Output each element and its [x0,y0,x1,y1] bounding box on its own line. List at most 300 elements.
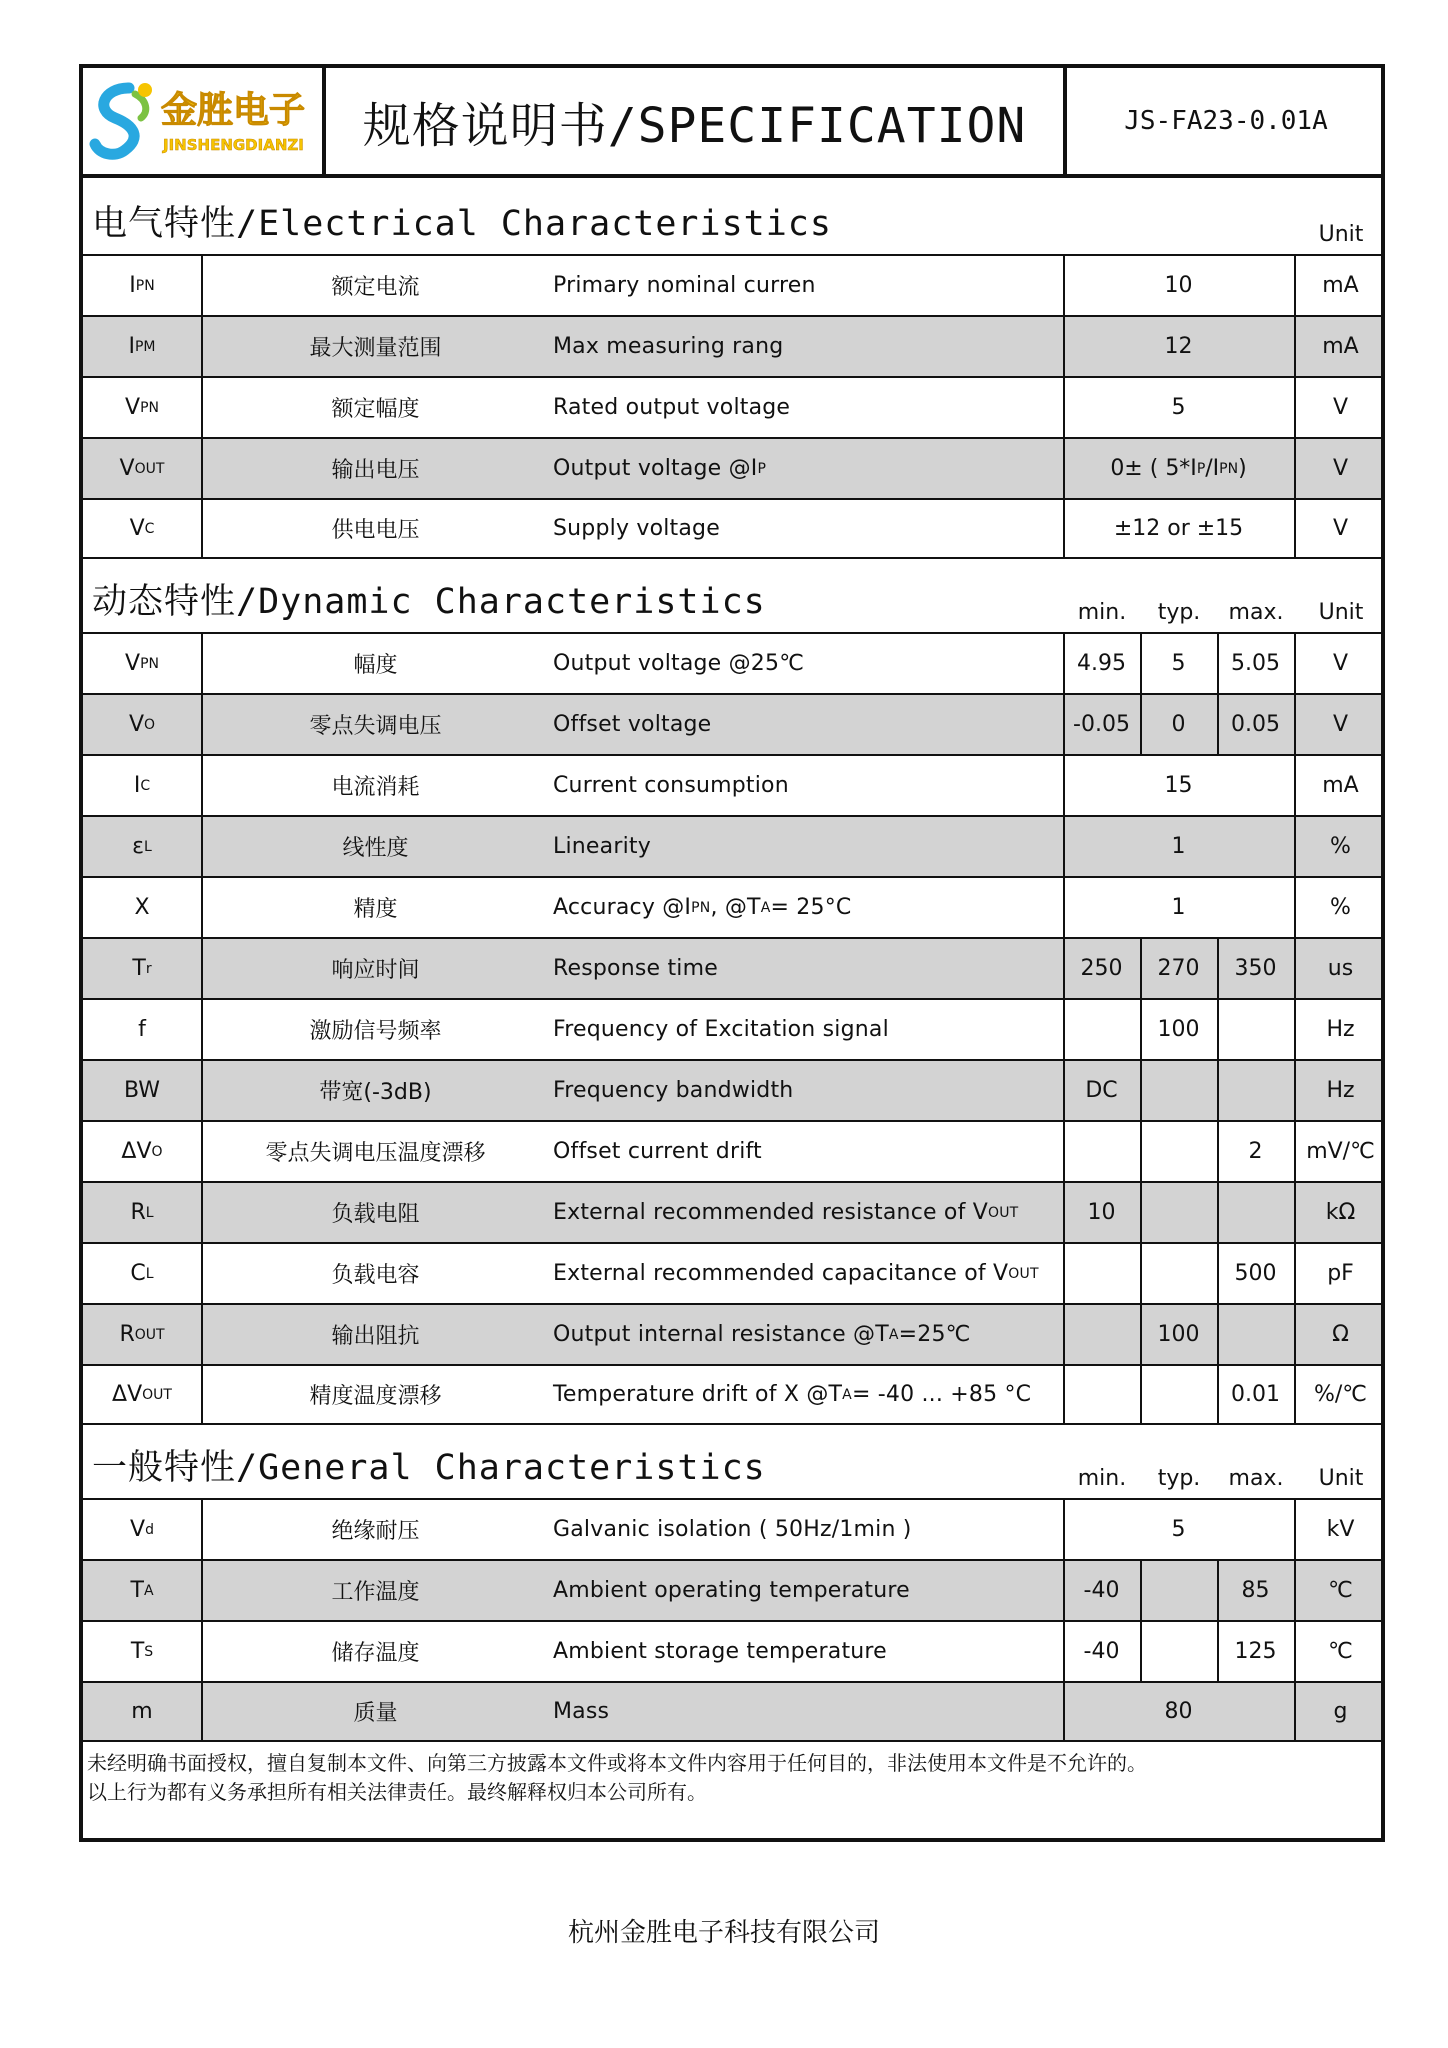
unit-cell [1296,695,1385,754]
parameter-cn [203,939,548,998]
parameter-en-subscript: OUT [1008,1265,1039,1282]
max-value [1217,1000,1294,1059]
symbol: I [128,334,135,359]
parameter-en-subscript: P [757,460,767,477]
min-text: -0.05 [1073,712,1130,737]
unit-text: kV [1326,1517,1355,1542]
parameter-cn-text: 零点失调电压温度漂移 [265,1141,486,1166]
parameter-en-text: = 25°C [770,895,852,920]
symbol-cell [83,1500,201,1559]
parameter-en [553,439,1053,498]
typ-value [1140,1061,1217,1120]
max-text: 85 [1241,1578,1270,1603]
parameter-en-text: Ambient storage temperature [553,1639,887,1664]
symbol: X [134,895,150,920]
parameter-cn [203,1622,548,1681]
parameter-en-text: Frequency of Excitation signal [553,1017,889,1042]
notice-line-1: 未经明确书面授权，擅自复制本文件、向第三方披露本文件或将本文件内容用于任何目的，非法使用本文件是不允许的。 [87,1751,1147,1775]
symbol-cell [83,1122,201,1181]
unit-text: pF [1327,1261,1354,1286]
dynamic-row [83,937,1381,998]
dynamic-row [83,632,1381,693]
symbol-cell [83,378,201,437]
unit-cell [1296,634,1385,693]
dynamic-row [83,1242,1381,1303]
symbol-subscript: OUT [134,460,165,477]
dynamic-row [83,1120,1381,1181]
symbol-cell [83,1000,201,1059]
unit-cell [1296,1683,1385,1740]
dynamic-row [83,754,1381,815]
value-cell [1063,756,1294,815]
symbol: ε [132,834,145,859]
symbol: T [132,956,146,981]
parameter-en [553,1122,1053,1181]
unit-text: us [1327,956,1354,981]
min-value [1063,1122,1140,1181]
min-value [1063,1183,1140,1242]
dynamic-typ-header: typ. [1157,600,1201,625]
parameter-en-text: = -40 ... +85 °C [851,1382,1032,1407]
unit-cell [1296,878,1385,937]
parameter-en [553,1683,1053,1740]
symbol-cell [83,878,201,937]
symbol-cell [83,1622,201,1681]
symbol: R [119,1322,135,1347]
parameter-en-text: Current consumption [553,773,789,798]
parameter-en [553,1561,1053,1620]
symbol-cell [83,500,201,557]
typ-value [1140,695,1217,754]
parameter-en-text: Primary nominal curren [553,273,816,298]
parameter-en-text: Mass [553,1699,610,1724]
unit-text: mA [1322,773,1359,798]
general-typ-header: typ. [1157,1466,1201,1491]
electrical-row [83,498,1381,559]
symbol-cell [83,1561,201,1620]
symbol-subscript: C [140,777,151,794]
parameter-cn [203,1244,548,1303]
parameter-cn-text: 额定电流 [331,275,420,300]
parameter-en-text: External recommended resistance of V [553,1200,988,1225]
min-text: -40 [1083,1578,1120,1603]
symbol: V [129,516,145,541]
parameter-cn [203,634,548,693]
typ-value [1140,1183,1217,1242]
symbol-cell [83,756,201,815]
dynamic-row [83,998,1381,1059]
symbol-subscript: L [145,1265,154,1282]
general-row [83,1681,1381,1742]
parameter-en-text: Supply voltage [553,516,720,541]
symbol-subscript: C [144,520,155,537]
min-value [1063,634,1140,693]
typ-text: 270 [1157,956,1200,981]
document-code: JS-FA23-0.01A [1124,106,1328,136]
parameter-cn-text: 带宽(-3dB) [319,1080,432,1105]
symbol-cell [83,1366,201,1423]
parameter-en [553,878,1053,937]
parameter-en-text: Output voltage @25℃ [553,651,805,676]
electrical-row [83,315,1381,376]
parameter-en-text: Rated output voltage [553,395,791,420]
typ-text: 5 [1171,651,1186,676]
max-value [1217,1183,1294,1242]
dynamic-max-header: max. [1228,600,1284,625]
parameter-cn [203,1561,548,1620]
parameter-en [553,817,1053,876]
parameter-cn-text: 储存温度 [331,1641,420,1666]
parameter-en [553,939,1053,998]
value-cell [1063,256,1294,315]
max-text: 125 [1234,1639,1277,1664]
dynamic-row [83,876,1381,937]
parameter-cn-text: 精度 [353,897,398,922]
unit-text: V [1332,651,1349,676]
unit-cell [1296,1244,1385,1303]
unit-cell [1296,1183,1385,1242]
parameter-en [553,1366,1053,1423]
general-section-title: 一般特性/General Characteristics [92,1448,766,1488]
value-text: 5 [1171,1517,1186,1542]
unit-cell [1296,500,1385,557]
parameter-cn [203,1305,548,1364]
parameter-en-subscript: A [760,899,771,916]
svg-text:JINSHENGDIANZI: JINSHENGDIANZI [163,136,304,154]
symbol: C [130,1261,146,1286]
unit-cell [1296,1366,1385,1423]
parameter-cn [203,500,548,557]
unit-text: V [1332,395,1349,420]
typ-value [1140,939,1217,998]
document-title: 规格说明书/SPECIFICATION [362,97,1027,154]
min-text: 4.95 [1077,651,1126,676]
unit-text: V [1332,712,1349,737]
parameter-cn-text: 最大测量范围 [309,336,442,361]
symbol-cell [83,256,201,315]
dynamic-row [83,815,1381,876]
parameter-cn-text: 工作温度 [331,1580,420,1605]
symbol-subscript: O [144,716,156,733]
parameter-cn-text: 激励信号频率 [309,1019,442,1044]
unit-text: V [1332,516,1349,541]
parameter-en [553,317,1053,376]
general-min-header: min. [1077,1466,1127,1491]
unit-cell [1296,817,1385,876]
value-cell [1063,378,1294,437]
max-text: 500 [1234,1261,1277,1286]
symbol-subscript: A [143,1582,154,1599]
general-row [83,1620,1381,1681]
value-text: 10 [1164,273,1193,298]
max-value [1217,939,1294,998]
parameter-cn [203,317,548,376]
max-value [1217,1561,1294,1620]
unit-text: Ω [1332,1322,1349,1347]
min-value [1063,1244,1140,1303]
max-value [1217,1122,1294,1181]
parameter-en [553,1244,1053,1303]
typ-value [1140,1305,1217,1364]
unit-text: mA [1322,273,1359,298]
max-text: 5.05 [1231,651,1280,676]
parameter-en [553,256,1053,315]
typ-text: 100 [1157,1017,1200,1042]
unit-cell [1296,1561,1385,1620]
dynamic-row [83,1181,1381,1242]
symbol-subscript: r [145,960,152,977]
value-cell [1063,1500,1294,1559]
min-value [1063,1000,1140,1059]
unit-cell [1296,256,1385,315]
notice-line-2: 以上行为都有义务承担所有相关法律责任。最终解释权归本公司所有。 [87,1780,707,1804]
symbol-subscript: PM [134,338,156,355]
symbol: m [131,1699,153,1724]
symbol: V [128,712,145,737]
min-text: -40 [1083,1639,1120,1664]
typ-value [1140,1561,1217,1620]
unit-text: % [1330,834,1351,859]
value-text: 1 [1171,834,1186,859]
parameter-cn [203,695,548,754]
parameter-en-text: Accuracy @I [553,895,692,920]
symbol-subscript: O [151,1143,163,1160]
symbol-subscript: S [144,1643,154,1660]
dynamic-unit-header: Unit [1318,600,1364,625]
unit-cell [1296,1305,1385,1364]
symbol-cell [83,1244,201,1303]
symbol: V [125,395,141,420]
unit-text: V [1332,456,1349,481]
parameter-en-text: Galvanic isolation ( 50Hz/1min ) [553,1517,912,1542]
symbol-cell [83,634,201,693]
max-value [1217,1622,1294,1681]
parameter-cn-text: 电流消耗 [331,775,420,800]
parameter-en-subscript: OUT [987,1204,1019,1221]
unit-cell [1296,1622,1385,1681]
value-cell [1063,439,1294,498]
dynamic-min-header: min. [1077,600,1127,625]
parameter-en-text: Linearity [553,834,651,859]
symbol-cell [83,1683,201,1740]
parameter-cn-text: 负载电阻 [331,1202,420,1227]
value-text: /I [1205,456,1220,481]
symbol: T [130,1578,144,1603]
value-text: ±12 or ±15 [1113,516,1244,541]
typ-text: 0 [1171,712,1186,737]
min-value [1063,1366,1140,1423]
unit-cell [1296,317,1385,376]
company-logo [83,68,322,174]
value-subscript: P [1196,460,1206,477]
min-value [1063,1305,1140,1364]
symbol-subscript: L [144,838,152,855]
header [83,68,1381,178]
general-row [83,1498,1381,1559]
unit-text: Hz [1326,1017,1355,1042]
typ-value [1140,634,1217,693]
spec-sheet [79,64,1385,1842]
parameter-en [553,1183,1053,1242]
parameter-cn [203,378,548,437]
max-value [1217,1061,1294,1120]
symbol-subscript: d [145,1521,154,1538]
parameter-en-text: Offset voltage [553,712,712,737]
unit-cell [1296,1061,1385,1120]
parameter-cn [203,1061,548,1120]
svg-text:金胜电子: 金胜电子 [161,90,306,131]
general-unit-header: Unit [1318,1466,1364,1491]
max-value [1217,1244,1294,1303]
max-text: 2 [1248,1139,1263,1164]
parameter-cn [203,756,548,815]
company-name: 杭州金胜电子科技有限公司 [567,1918,880,1948]
parameter-en [553,1500,1053,1559]
symbol-cell [83,317,201,376]
electrical-row [83,376,1381,437]
unit-text: ℃ [1328,1639,1353,1664]
parameter-cn-text: 输出阻抗 [331,1324,420,1349]
parameter-en-text: Temperature drift of X @T [553,1382,843,1407]
general-row [83,1559,1381,1620]
min-value [1063,939,1140,998]
max-value [1217,695,1294,754]
typ-value [1140,1122,1217,1181]
max-text: 0.01 [1231,1382,1280,1407]
max-value [1217,1366,1294,1423]
max-text: 350 [1234,956,1277,981]
parameter-cn [203,1366,548,1423]
symbol-subscript: OUT [134,1326,165,1343]
typ-value [1140,1366,1217,1423]
symbol-cell [83,439,201,498]
unit-text: Hz [1326,1078,1355,1103]
parameter-cn-text: 精度温度漂移 [309,1384,442,1409]
legal-notice [87,1749,1381,1807]
parameter-cn-text: 响应时间 [331,958,420,983]
parameter-cn [203,1500,548,1559]
min-value [1063,1561,1140,1620]
parameter-cn-text: 负载电容 [331,1263,420,1288]
parameter-cn-text: 绝缘耐压 [331,1519,420,1544]
dynamic-row [83,1303,1381,1364]
value-cell [1063,1683,1294,1740]
unit-cell [1296,939,1385,998]
dynamic-row [83,693,1381,754]
parameter-en-text: =25℃ [898,1322,971,1347]
parameter-en [553,500,1053,557]
parameter-en-subscript: PN [691,899,711,916]
parameter-cn [203,256,548,315]
parameter-cn [203,439,548,498]
parameter-cn [203,1683,548,1740]
value-text: 0± ( 5*I [1110,456,1197,481]
parameter-cn [203,1122,548,1181]
unit-cell [1296,756,1385,815]
parameter-en-text: Offset current drift [553,1139,762,1164]
typ-value [1140,1244,1217,1303]
parameter-cn-text: 零点失调电压 [309,714,442,739]
value-cell [1063,500,1294,557]
electrical-row [83,437,1381,498]
symbol: V [125,651,141,676]
value-text: 15 [1164,773,1193,798]
parameter-en-text: Output voltage @I [553,456,758,481]
parameter-cn-text: 供电电压 [331,518,420,543]
symbol: ΔV [121,1139,152,1164]
min-text: DC [1085,1078,1118,1103]
min-value [1063,1061,1140,1120]
unit-text: % [1330,895,1351,920]
symbol: f [138,1017,146,1042]
symbol-cell [83,1061,201,1120]
symbol-subscript: PN [135,277,155,294]
symbol-subscript: PN [140,399,159,416]
max-value [1217,1305,1294,1364]
value-text: ) [1238,456,1247,481]
typ-value [1140,1000,1217,1059]
parameter-cn [203,817,548,876]
parameter-en-text: Output internal resistance @T [553,1322,889,1347]
symbol-cell [83,939,201,998]
parameter-en-text: , @T [710,895,761,920]
symbol-cell [83,1183,201,1242]
electrical-section-title: 电气特性/Electrical Characteristics [92,204,832,244]
parameter-cn-text: 输出电压 [331,458,420,483]
symbol: BW [123,1078,161,1103]
unit-cell [1296,1000,1385,1059]
unit-text: ℃ [1328,1578,1353,1603]
parameter-en [553,756,1053,815]
unit-text: mA [1322,334,1359,359]
symbol: I [133,773,141,798]
parameter-cn [203,878,548,937]
max-value [1217,634,1294,693]
dynamic-row [83,1364,1381,1425]
value-text: 5 [1171,395,1186,420]
parameter-en [553,695,1053,754]
value-cell [1063,817,1294,876]
parameter-en [553,634,1053,693]
parameter-cn [203,1183,548,1242]
parameter-en-text: Max measuring rang [553,334,784,359]
dynamic-row [83,1059,1381,1120]
parameter-en [553,1305,1053,1364]
symbol-subscript: L [145,1204,154,1221]
parameter-cn-text: 线性度 [342,836,409,861]
parameter-cn-text: 额定幅度 [331,397,420,422]
typ-value [1140,1622,1217,1681]
symbol: V [119,456,135,481]
parameter-en-subscript: A [842,1386,852,1403]
min-value [1063,695,1140,754]
symbol: V [130,1517,146,1542]
symbol: T [130,1639,145,1664]
min-text: 10 [1087,1200,1116,1225]
parameter-en [553,1000,1053,1059]
unit-text: kΩ [1325,1200,1356,1225]
electrical-row [83,254,1381,315]
typ-text: 100 [1157,1322,1200,1347]
min-value [1063,1622,1140,1681]
unit-cell [1296,1122,1385,1181]
max-text: 0.05 [1231,712,1280,737]
parameter-en-text: Frequency bandwidth [553,1078,794,1103]
symbol: R [130,1200,146,1225]
parameter-en-text: Ambient operating temperature [553,1578,910,1603]
symbol-cell [83,817,201,876]
parameter-en-subscript: A [888,1326,899,1343]
